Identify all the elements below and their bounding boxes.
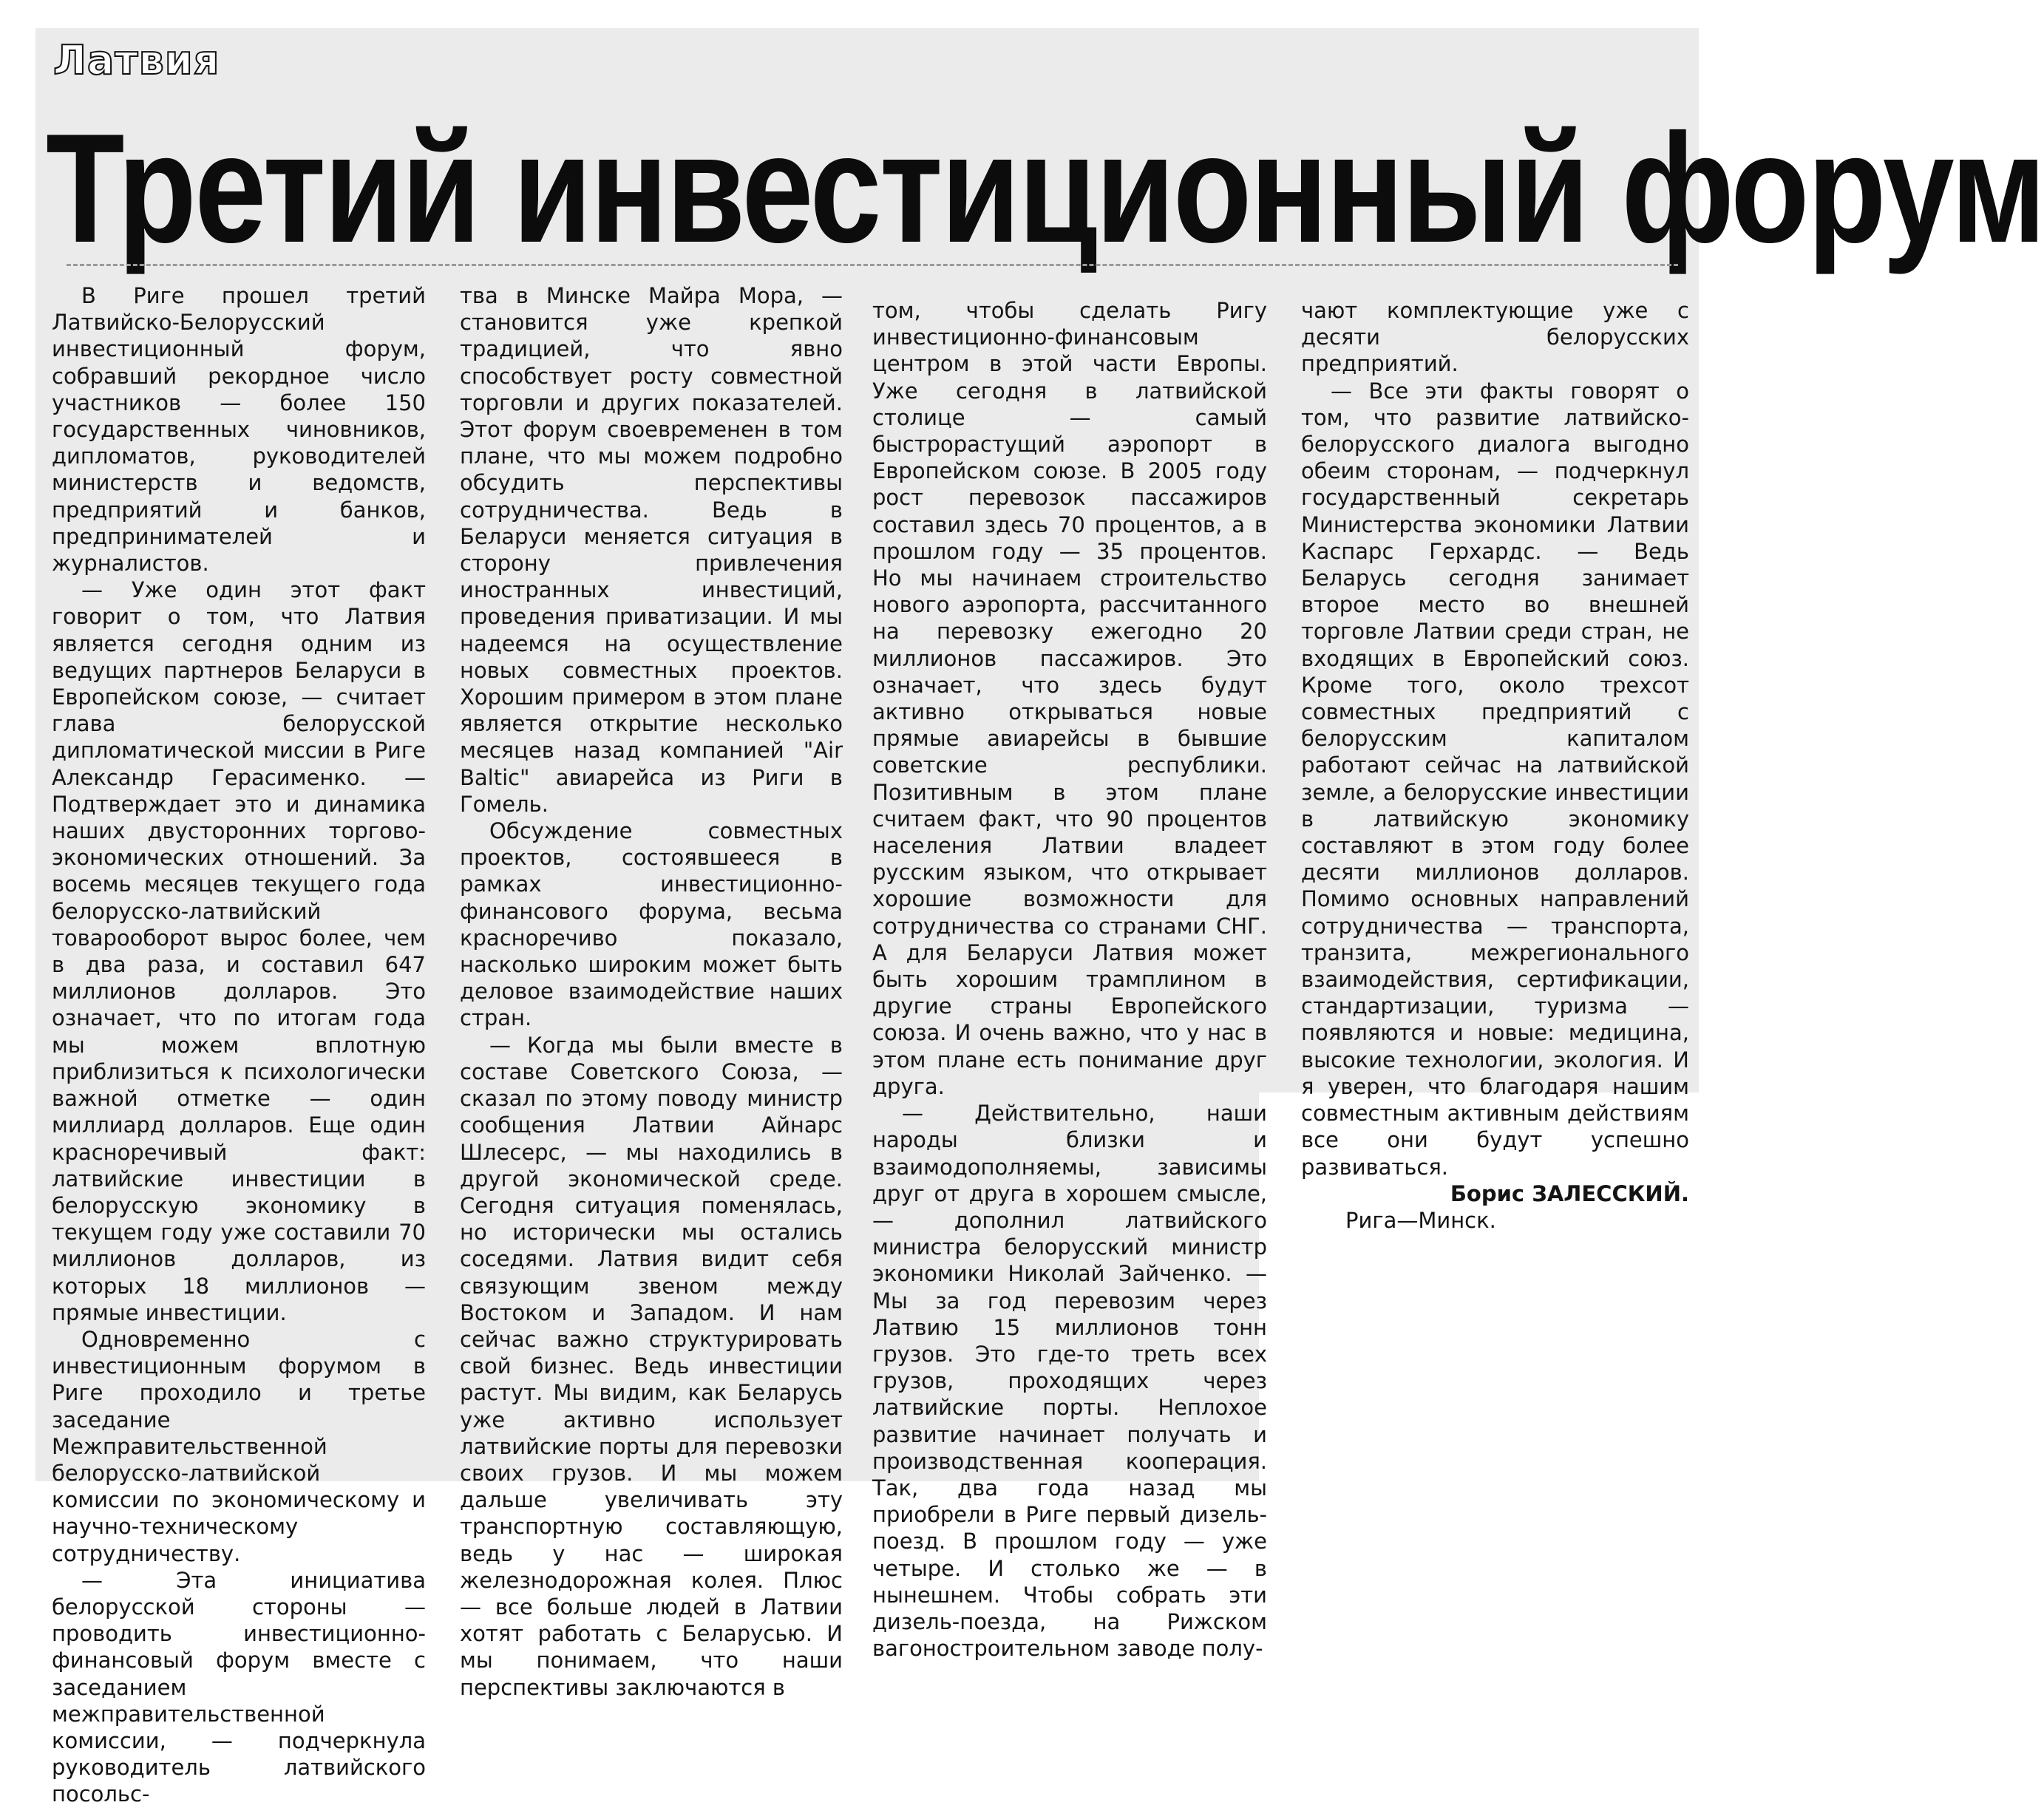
column-4: [1301, 297, 1689, 1234]
section-label: Латвия: [53, 37, 220, 84]
paragraph: тва в Минске Майра Мора, — становится уже крепкой традицией, что явно способствует росту совместной торговли и других показателей. Этот форум своевременен в том плане, что мы можем подробно обсудить перспективы сотрудничества. Ведь в Беларуси меняется ситуация в сторону привлечения иностранных инвестиций, проведения приватизации. И мы надеемся на осуществление новых совместных проектов. Хорошим примером в этом плане является открытие несколько месяцев назад компанией "Air Baltic" авиарейса из Риги в Гомель.: [460, 283, 843, 817]
paragraph: том, чтобы сделать Ригу инвестиционно-финансовым центром в этой части Европы. Уже сегодня в латвийской столице — самый быстрорастущий аэропорт в Европейском союзе. В 2005 году рост перевозок пассажиров составил здесь 70 процентов, а в прошлом году — 35 процентов. Но мы начинаем строительство нового аэропорта, рассчитанного на перевозку ежегодно 20 миллионов пассажиров. Это означает, что здесь будут активно открываться новые прямые авиарейсы в бывшие советские республики. Позитивным в этом плане считаем факт, что 90 процентов населения Латвии владеет русским языком, что открывает хорошие возможности для сотрудничества со странами СНГ. А для Беларуси Латвия может быть хорошим трамплином в другие страны Европейского союза. И очень важно, что у нас в этом плане есть понимание друг друга.: [872, 298, 1267, 1099]
paragraph: — Когда мы были вместе в составе Советского Союза, — сказал по этому поводу министр сообщения Латвии Айнарс Шлесерс, — мы находились в другой экономической среде. Сегодня ситуация поменялась, но исторически мы остались соседями. Латвия видит себя связующим звеном между Востоком и Западом. И нам сейчас важно структурировать свой бизнес. Ведь инвестиции растут. Мы видим, как Беларусь уже активно использует латвийские порты для перевозки своих грузов. И мы можем дальше увеличивать эту транспортную составляющую, ведь у нас — широкая железнодорожная колея. Плюс — все больше людей в Латвии хотят работать с Беларусью. И мы понимаем, что наши перспективы заключаются в: [460, 1032, 843, 1700]
column-3: [872, 297, 1267, 1662]
paragraph: — Эта инициатива белорусской стороны — проводить инвестиционно-финансовый форум вместе с заседанием межправительственной комиссии, — подчеркнула руководитель латвийского посольс-: [52, 1567, 426, 1807]
paragraph: Одновременно с инвестиционным форумом в Риге проходило и третье заседание Межправительственной белорусско-латвийской комиссии по экономическому и научно-техническому сотрудничеству.: [52, 1326, 426, 1566]
paragraph: В Риге прошел третий Латвийско-Белорусский инвестиционный форум, собравший рекордное число участников — более 150 государственных чиновников, дипломатов, руководителей министерств и ведомств, предприятий и банков, предпринимателей и журналистов.: [52, 283, 426, 577]
paragraph: — Все эти факты говорят о том, что развитие латвийско-белорусского диалога выгодно обеим сторонам, — подчеркнул государственный секретарь Министерства экономики Латвии Каспарс Герхардс. — Ведь Беларусь сегодня занимает второе место во внешней торговле Латвии среди стран, не входящих в Европейский союз. Кроме того, около трехсот совместных предприятий с белорусским капиталом работают сейчас на латвийской земле, а белорусские инвестиции в латвийскую экономику составляют в этом году более десяти миллионов долларов. Помимо основных направлений сотрудничества — транспорта, транзита, межрегионального взаимодействия, сертификации, стандартизации, туризма — появляются и новые: медицина, высокие технологии, экология. И я уверен, что благодаря нашим совместным активным действиям все они будут успешно развиваться.: [1301, 378, 1689, 1180]
author-signature: Борис ЗАЛЕССКИЙ.: [1450, 1180, 1689, 1206]
paragraph: Обсуждение совместных проектов, состоявшееся в рамках инвестиционно-финансового форума, весьма красноречиво показало, насколько широким может быть деловое взаимодействие наших стран.: [460, 818, 843, 1031]
column-1: [52, 282, 426, 1808]
paragraph: — Действительно, наши народы близки и взаимодополняемы, зависимы друг от друга в хорошем смысле, — дополнил латвийского министра белорусский министр экономики Николай Зайченко. — Мы за год перевозим через Латвию 15 миллионов тонн грузов. Это где-то треть всех грузов, проходящих через латвийские порты. Неплохое развитие начинает получать и производственная кооперация. Так, два года назад мы приобрели в Риге первый дизель-поезд. В прошлом году — уже четыре. И столько же — в нынешнем. Чтобы собрать эти дизель-поезда, на Рижском вагоностроительном заводе полу-: [872, 1101, 1267, 1662]
headline: Третий инвестиционный форум: [46, 101, 2044, 275]
dateline: Рига—Минск.: [1345, 1207, 1496, 1233]
paragraph: чают комплектующие уже с десяти белорусских предприятий.: [1301, 298, 1689, 377]
column-2: [460, 282, 843, 1701]
divider: [67, 264, 1678, 266]
paragraph: — Уже один этот факт говорит о том, что Латвия является сегодня одним из ведущих партнеров Беларуси в Европейском союзе, — считает глава белорусской дипломатической миссии в Риге Александр Герасименко. — Подтверждает это и динамика наших двусторонних торгово-экономических отношений. За восемь месяцев текущего года белорусско-латвийский товарооборот вырос более, чем в два раза, и составил 647 миллионов долларов. Это означает, что по итогам года мы можем вплотную приблизиться к психологически важной отметке — один миллиард долларов. Еще один красноречивый факт: латвийские инвестиции в белорусскую экономику в текущем году уже составили 70 миллионов долларов, из которых 18 миллионов — прямые инвестиции.: [52, 577, 426, 1325]
